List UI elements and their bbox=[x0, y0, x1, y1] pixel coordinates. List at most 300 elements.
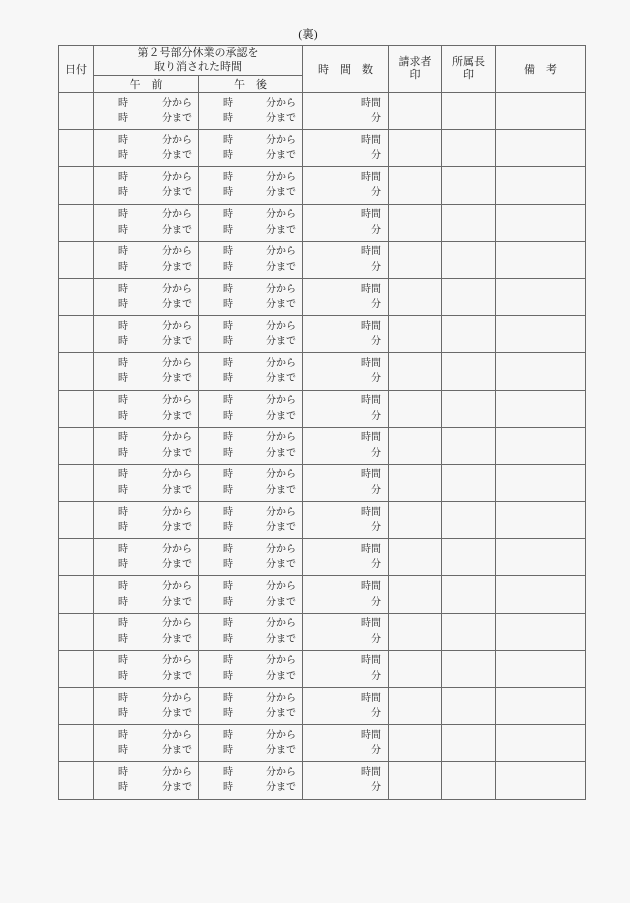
table-row bbox=[59, 204, 586, 241]
from-label: 分から bbox=[162, 469, 192, 481]
hours-unit-label: 時間 bbox=[361, 729, 381, 741]
chief-seal-cell bbox=[442, 576, 496, 613]
hours-cell bbox=[303, 539, 389, 576]
hours-cell bbox=[303, 130, 389, 167]
claimant-seal-cell bbox=[389, 204, 442, 241]
from-label: 分から bbox=[162, 729, 192, 741]
table-row bbox=[59, 539, 586, 576]
hours-unit-label: 時間 bbox=[361, 432, 381, 444]
minutes-unit-label: 分 bbox=[371, 596, 381, 608]
am-time-cell bbox=[94, 502, 199, 539]
hour-label: 時 bbox=[118, 484, 128, 496]
hour-label: 時 bbox=[223, 522, 233, 534]
hours-unit-label: 時間 bbox=[361, 655, 381, 667]
chief-seal-cell bbox=[442, 539, 496, 576]
hours-unit-label: 時間 bbox=[361, 209, 381, 221]
hour-label: 時 bbox=[118, 209, 128, 221]
remarks-cell bbox=[496, 427, 586, 464]
hours-unit-label: 時間 bbox=[361, 97, 381, 109]
chief-seal-cell bbox=[442, 725, 496, 762]
hour-label: 時 bbox=[118, 708, 128, 720]
from-label: 分から bbox=[162, 171, 192, 183]
hour-label: 時 bbox=[118, 224, 128, 236]
hour-label: 時 bbox=[118, 373, 128, 385]
to-label: 分まで bbox=[266, 187, 296, 199]
date-cell bbox=[59, 167, 94, 204]
to-label: 分まで bbox=[266, 373, 296, 385]
date-cell bbox=[59, 130, 94, 167]
hour-label: 時 bbox=[118, 150, 128, 162]
hours-unit-label: 時間 bbox=[361, 469, 381, 481]
chief-seal-cell bbox=[442, 762, 496, 799]
table-row bbox=[59, 167, 586, 204]
to-label: 分まで bbox=[162, 224, 192, 236]
from-label: 分から bbox=[266, 729, 296, 741]
from-label: 分から bbox=[266, 320, 296, 332]
hour-label: 時 bbox=[118, 187, 128, 199]
am-time-cell bbox=[94, 576, 199, 613]
remarks-cell bbox=[496, 241, 586, 278]
hour-label: 時 bbox=[118, 113, 128, 125]
to-label: 分まで bbox=[266, 745, 296, 757]
table-row bbox=[59, 130, 586, 167]
pm-time-cell bbox=[199, 204, 303, 241]
pm-time-cell bbox=[199, 167, 303, 204]
date-cell bbox=[59, 278, 94, 315]
hour-label: 時 bbox=[118, 543, 128, 555]
to-label: 分まで bbox=[162, 596, 192, 608]
am-time-cell bbox=[94, 539, 199, 576]
hour-label: 時 bbox=[118, 283, 128, 295]
claimant-seal-cell bbox=[389, 278, 442, 315]
from-label: 分から bbox=[162, 320, 192, 332]
claimant-seal-cell bbox=[389, 316, 442, 353]
hour-label: 時 bbox=[223, 432, 233, 444]
claimant-seal-cell bbox=[389, 725, 442, 762]
from-label: 分から bbox=[266, 469, 296, 481]
claimant-seal-cell bbox=[389, 762, 442, 799]
to-label: 分まで bbox=[162, 373, 192, 385]
pm-time-cell bbox=[199, 353, 303, 390]
chief-seal-cell bbox=[442, 278, 496, 315]
hours-cell bbox=[303, 204, 389, 241]
chief-seal-cell bbox=[442, 353, 496, 390]
cancelled-time-title-line2: 取り消された時間 bbox=[154, 60, 242, 73]
remarks-cell bbox=[496, 130, 586, 167]
date-cell bbox=[59, 688, 94, 725]
from-label: 分から bbox=[162, 134, 192, 146]
minutes-unit-label: 分 bbox=[371, 261, 381, 273]
pm-time-cell bbox=[199, 464, 303, 501]
hour-label: 時 bbox=[118, 357, 128, 369]
from-label: 分から bbox=[162, 766, 192, 778]
hours-cell bbox=[303, 688, 389, 725]
hour-label: 時 bbox=[118, 596, 128, 608]
minutes-unit-label: 分 bbox=[371, 299, 381, 311]
table-row bbox=[59, 353, 586, 390]
am-time-cell bbox=[94, 390, 199, 427]
from-label: 分から bbox=[162, 209, 192, 221]
hours-unit-label: 時間 bbox=[361, 692, 381, 704]
hour-label: 時 bbox=[223, 320, 233, 332]
pm-time-cell bbox=[199, 502, 303, 539]
from-label: 分から bbox=[266, 395, 296, 407]
hour-label: 時 bbox=[223, 543, 233, 555]
to-label: 分まで bbox=[162, 484, 192, 496]
hours-cell bbox=[303, 316, 389, 353]
from-label: 分から bbox=[266, 581, 296, 593]
hour-label: 時 bbox=[118, 522, 128, 534]
hour-label: 時 bbox=[118, 729, 128, 741]
table-row bbox=[59, 278, 586, 315]
to-label: 分まで bbox=[266, 410, 296, 422]
col-header-date: 日付 bbox=[59, 46, 94, 93]
claimant-seal-cell bbox=[389, 427, 442, 464]
hour-label: 時 bbox=[118, 618, 128, 630]
remarks-cell bbox=[496, 502, 586, 539]
chief-seal-label-line2: 印 bbox=[463, 69, 474, 81]
hours-cell bbox=[303, 464, 389, 501]
hour-label: 時 bbox=[223, 692, 233, 704]
hour-label: 時 bbox=[223, 283, 233, 295]
hour-label: 時 bbox=[223, 171, 233, 183]
am-time-cell bbox=[94, 725, 199, 762]
am-time-cell bbox=[94, 278, 199, 315]
to-label: 分まで bbox=[162, 633, 192, 645]
to-label: 分まで bbox=[266, 708, 296, 720]
col-header-am: 午 前 bbox=[94, 76, 199, 93]
date-cell bbox=[59, 204, 94, 241]
to-label: 分まで bbox=[162, 670, 192, 682]
minutes-unit-label: 分 bbox=[371, 745, 381, 757]
chief-seal-cell bbox=[442, 613, 496, 650]
hour-label: 時 bbox=[118, 469, 128, 481]
pm-time-cell bbox=[199, 130, 303, 167]
hours-unit-label: 時間 bbox=[361, 357, 381, 369]
hour-label: 時 bbox=[223, 97, 233, 109]
to-label: 分まで bbox=[162, 782, 192, 794]
date-cell bbox=[59, 576, 94, 613]
am-time-cell bbox=[94, 130, 199, 167]
to-label: 分まで bbox=[266, 224, 296, 236]
hours-unit-label: 時間 bbox=[361, 134, 381, 146]
claimant-seal-label-line1: 請求者 bbox=[398, 55, 432, 68]
col-header-cancelled-time bbox=[94, 46, 303, 76]
hours-cell bbox=[303, 762, 389, 799]
date-cell bbox=[59, 241, 94, 278]
chief-seal-cell bbox=[442, 167, 496, 204]
hour-label: 時 bbox=[223, 708, 233, 720]
hour-label: 時 bbox=[223, 484, 233, 496]
date-cell bbox=[59, 650, 94, 687]
hour-label: 時 bbox=[223, 581, 233, 593]
from-label: 分から bbox=[162, 692, 192, 704]
to-label: 分まで bbox=[162, 522, 192, 534]
pm-time-cell bbox=[199, 762, 303, 799]
minutes-unit-label: 分 bbox=[371, 150, 381, 162]
hour-label: 時 bbox=[223, 357, 233, 369]
table-header bbox=[59, 46, 586, 93]
from-label: 分から bbox=[162, 618, 192, 630]
hour-label: 時 bbox=[223, 187, 233, 199]
pm-time-cell bbox=[199, 427, 303, 464]
to-label: 分まで bbox=[162, 261, 192, 273]
remarks-cell bbox=[496, 464, 586, 501]
minutes-unit-label: 分 bbox=[371, 336, 381, 348]
pm-time-cell bbox=[199, 93, 303, 130]
pm-time-cell bbox=[199, 278, 303, 315]
hour-label: 時 bbox=[118, 97, 128, 109]
col-header-claimant-seal bbox=[389, 46, 442, 93]
claimant-seal-cell bbox=[389, 464, 442, 501]
am-time-cell bbox=[94, 762, 199, 799]
hour-label: 時 bbox=[118, 581, 128, 593]
am-time-cell bbox=[94, 613, 199, 650]
hours-cell bbox=[303, 427, 389, 464]
header-row-1 bbox=[59, 46, 586, 76]
hours-unit-label: 時間 bbox=[361, 506, 381, 518]
remarks-cell bbox=[496, 725, 586, 762]
chief-seal-cell bbox=[442, 130, 496, 167]
from-label: 分から bbox=[266, 171, 296, 183]
hours-unit-label: 時間 bbox=[361, 395, 381, 407]
from-label: 分から bbox=[162, 432, 192, 444]
from-label: 分から bbox=[266, 543, 296, 555]
hour-label: 時 bbox=[223, 209, 233, 221]
hour-label: 時 bbox=[223, 246, 233, 258]
remarks-cell bbox=[496, 204, 586, 241]
minutes-unit-label: 分 bbox=[371, 410, 381, 422]
chief-seal-cell bbox=[442, 390, 496, 427]
from-label: 分から bbox=[266, 506, 296, 518]
hour-label: 時 bbox=[118, 246, 128, 258]
to-label: 分まで bbox=[266, 782, 296, 794]
to-label: 分まで bbox=[162, 447, 192, 459]
minutes-unit-label: 分 bbox=[371, 484, 381, 496]
minutes-unit-label: 分 bbox=[371, 373, 381, 385]
date-cell bbox=[59, 427, 94, 464]
hour-label: 時 bbox=[223, 596, 233, 608]
from-label: 分から bbox=[162, 506, 192, 518]
remarks-cell bbox=[496, 167, 586, 204]
col-header-chief-seal bbox=[442, 46, 496, 93]
col-header-hours: 時 間 数 bbox=[303, 46, 389, 93]
from-label: 分から bbox=[266, 766, 296, 778]
hours-unit-label: 時間 bbox=[361, 320, 381, 332]
from-label: 分から bbox=[162, 97, 192, 109]
table-row bbox=[59, 576, 586, 613]
chief-seal-cell bbox=[442, 688, 496, 725]
am-time-cell bbox=[94, 316, 199, 353]
hours-cell bbox=[303, 725, 389, 762]
to-label: 分まで bbox=[162, 150, 192, 162]
claimant-seal-cell bbox=[389, 576, 442, 613]
remarks-cell bbox=[496, 762, 586, 799]
hour-label: 時 bbox=[118, 395, 128, 407]
am-time-cell bbox=[94, 688, 199, 725]
claimant-seal-cell bbox=[389, 502, 442, 539]
claimant-seal-cell bbox=[389, 613, 442, 650]
from-label: 分から bbox=[162, 395, 192, 407]
to-label: 分まで bbox=[162, 559, 192, 571]
hours-cell bbox=[303, 93, 389, 130]
from-label: 分から bbox=[266, 357, 296, 369]
from-label: 分から bbox=[266, 692, 296, 704]
to-label: 分まで bbox=[266, 336, 296, 348]
pm-time-cell bbox=[199, 613, 303, 650]
from-label: 分から bbox=[266, 209, 296, 221]
table-row bbox=[59, 390, 586, 427]
am-time-cell bbox=[94, 204, 199, 241]
table-row bbox=[59, 762, 586, 799]
hour-label: 時 bbox=[223, 373, 233, 385]
minutes-unit-label: 分 bbox=[371, 187, 381, 199]
chief-seal-cell bbox=[442, 241, 496, 278]
remarks-cell bbox=[496, 688, 586, 725]
hour-label: 時 bbox=[118, 692, 128, 704]
hour-label: 時 bbox=[223, 559, 233, 571]
to-label: 分まで bbox=[266, 522, 296, 534]
date-cell bbox=[59, 316, 94, 353]
table-body bbox=[59, 93, 586, 800]
to-label: 分まで bbox=[266, 670, 296, 682]
from-label: 分から bbox=[162, 246, 192, 258]
to-label: 分まで bbox=[266, 113, 296, 125]
claimant-seal-cell bbox=[389, 390, 442, 427]
hour-label: 時 bbox=[118, 336, 128, 348]
hour-label: 時 bbox=[223, 655, 233, 667]
chief-seal-cell bbox=[442, 650, 496, 687]
am-time-cell bbox=[94, 353, 199, 390]
hour-label: 時 bbox=[223, 670, 233, 682]
hours-cell bbox=[303, 390, 389, 427]
am-time-cell bbox=[94, 464, 199, 501]
table-row bbox=[59, 502, 586, 539]
hour-label: 時 bbox=[223, 134, 233, 146]
hour-label: 時 bbox=[118, 559, 128, 571]
minutes-unit-label: 分 bbox=[371, 522, 381, 534]
hours-cell bbox=[303, 353, 389, 390]
from-label: 分から bbox=[162, 655, 192, 667]
remarks-cell bbox=[496, 576, 586, 613]
hour-label: 時 bbox=[223, 261, 233, 273]
pm-time-cell bbox=[199, 725, 303, 762]
from-label: 分から bbox=[162, 357, 192, 369]
minutes-unit-label: 分 bbox=[371, 224, 381, 236]
from-label: 分から bbox=[162, 283, 192, 295]
chief-seal-cell bbox=[442, 93, 496, 130]
hours-unit-label: 時間 bbox=[361, 766, 381, 778]
hour-label: 時 bbox=[223, 469, 233, 481]
chief-seal-cell bbox=[442, 427, 496, 464]
am-time-cell bbox=[94, 93, 199, 130]
claimant-seal-cell bbox=[389, 353, 442, 390]
am-time-cell bbox=[94, 241, 199, 278]
page-side-label: (裏) bbox=[298, 29, 318, 41]
remarks-cell bbox=[496, 353, 586, 390]
hours-cell bbox=[303, 241, 389, 278]
pm-time-cell bbox=[199, 688, 303, 725]
remarks-cell bbox=[496, 539, 586, 576]
to-label: 分まで bbox=[162, 336, 192, 348]
cancelled-leave-time-table bbox=[58, 45, 586, 800]
to-label: 分まで bbox=[162, 745, 192, 757]
from-label: 分から bbox=[266, 432, 296, 444]
to-label: 分まで bbox=[162, 113, 192, 125]
am-time-cell bbox=[94, 427, 199, 464]
col-header-remarks: 備 考 bbox=[496, 46, 586, 93]
chief-seal-cell bbox=[442, 464, 496, 501]
minutes-unit-label: 分 bbox=[371, 633, 381, 645]
hour-label: 時 bbox=[118, 410, 128, 422]
hours-cell bbox=[303, 576, 389, 613]
hour-label: 時 bbox=[118, 655, 128, 667]
hour-label: 時 bbox=[118, 766, 128, 778]
date-cell bbox=[59, 390, 94, 427]
to-label: 分まで bbox=[162, 299, 192, 311]
hour-label: 時 bbox=[223, 447, 233, 459]
from-label: 分から bbox=[266, 283, 296, 295]
claimant-seal-cell bbox=[389, 539, 442, 576]
table-row bbox=[59, 650, 586, 687]
remarks-cell bbox=[496, 316, 586, 353]
claimant-seal-label-line2: 印 bbox=[409, 69, 421, 81]
table-row bbox=[59, 241, 586, 278]
hour-label: 時 bbox=[223, 633, 233, 645]
hour-label: 時 bbox=[223, 782, 233, 794]
remarks-cell bbox=[496, 650, 586, 687]
hours-unit-label: 時間 bbox=[361, 543, 381, 555]
date-cell bbox=[59, 464, 94, 501]
hours-unit-label: 時間 bbox=[361, 246, 381, 258]
hour-label: 時 bbox=[118, 782, 128, 794]
hours-cell bbox=[303, 278, 389, 315]
date-cell bbox=[59, 539, 94, 576]
to-label: 分まで bbox=[266, 261, 296, 273]
date-cell bbox=[59, 353, 94, 390]
table-row bbox=[59, 93, 586, 130]
date-cell bbox=[59, 613, 94, 650]
hours-unit-label: 時間 bbox=[361, 283, 381, 295]
hour-label: 時 bbox=[118, 261, 128, 273]
date-cell bbox=[59, 502, 94, 539]
to-label: 分まで bbox=[266, 633, 296, 645]
pm-time-cell bbox=[199, 390, 303, 427]
hour-label: 時 bbox=[223, 113, 233, 125]
hour-label: 時 bbox=[118, 171, 128, 183]
date-cell bbox=[59, 762, 94, 799]
table-row bbox=[59, 464, 586, 501]
hour-label: 時 bbox=[223, 299, 233, 311]
table-row bbox=[59, 725, 586, 762]
to-label: 分まで bbox=[162, 708, 192, 720]
hour-label: 時 bbox=[223, 395, 233, 407]
date-cell bbox=[59, 725, 94, 762]
to-label: 分まで bbox=[266, 150, 296, 162]
hour-label: 時 bbox=[223, 745, 233, 757]
chief-seal-label-line1: 所属長 bbox=[452, 55, 485, 68]
from-label: 分から bbox=[162, 543, 192, 555]
chief-seal-cell bbox=[442, 502, 496, 539]
to-label: 分まで bbox=[162, 187, 192, 199]
hour-label: 時 bbox=[223, 618, 233, 630]
hour-label: 時 bbox=[118, 320, 128, 332]
remarks-cell bbox=[496, 278, 586, 315]
hour-label: 時 bbox=[223, 729, 233, 741]
hour-label: 時 bbox=[118, 447, 128, 459]
chief-seal-cell bbox=[442, 204, 496, 241]
minutes-unit-label: 分 bbox=[371, 782, 381, 794]
